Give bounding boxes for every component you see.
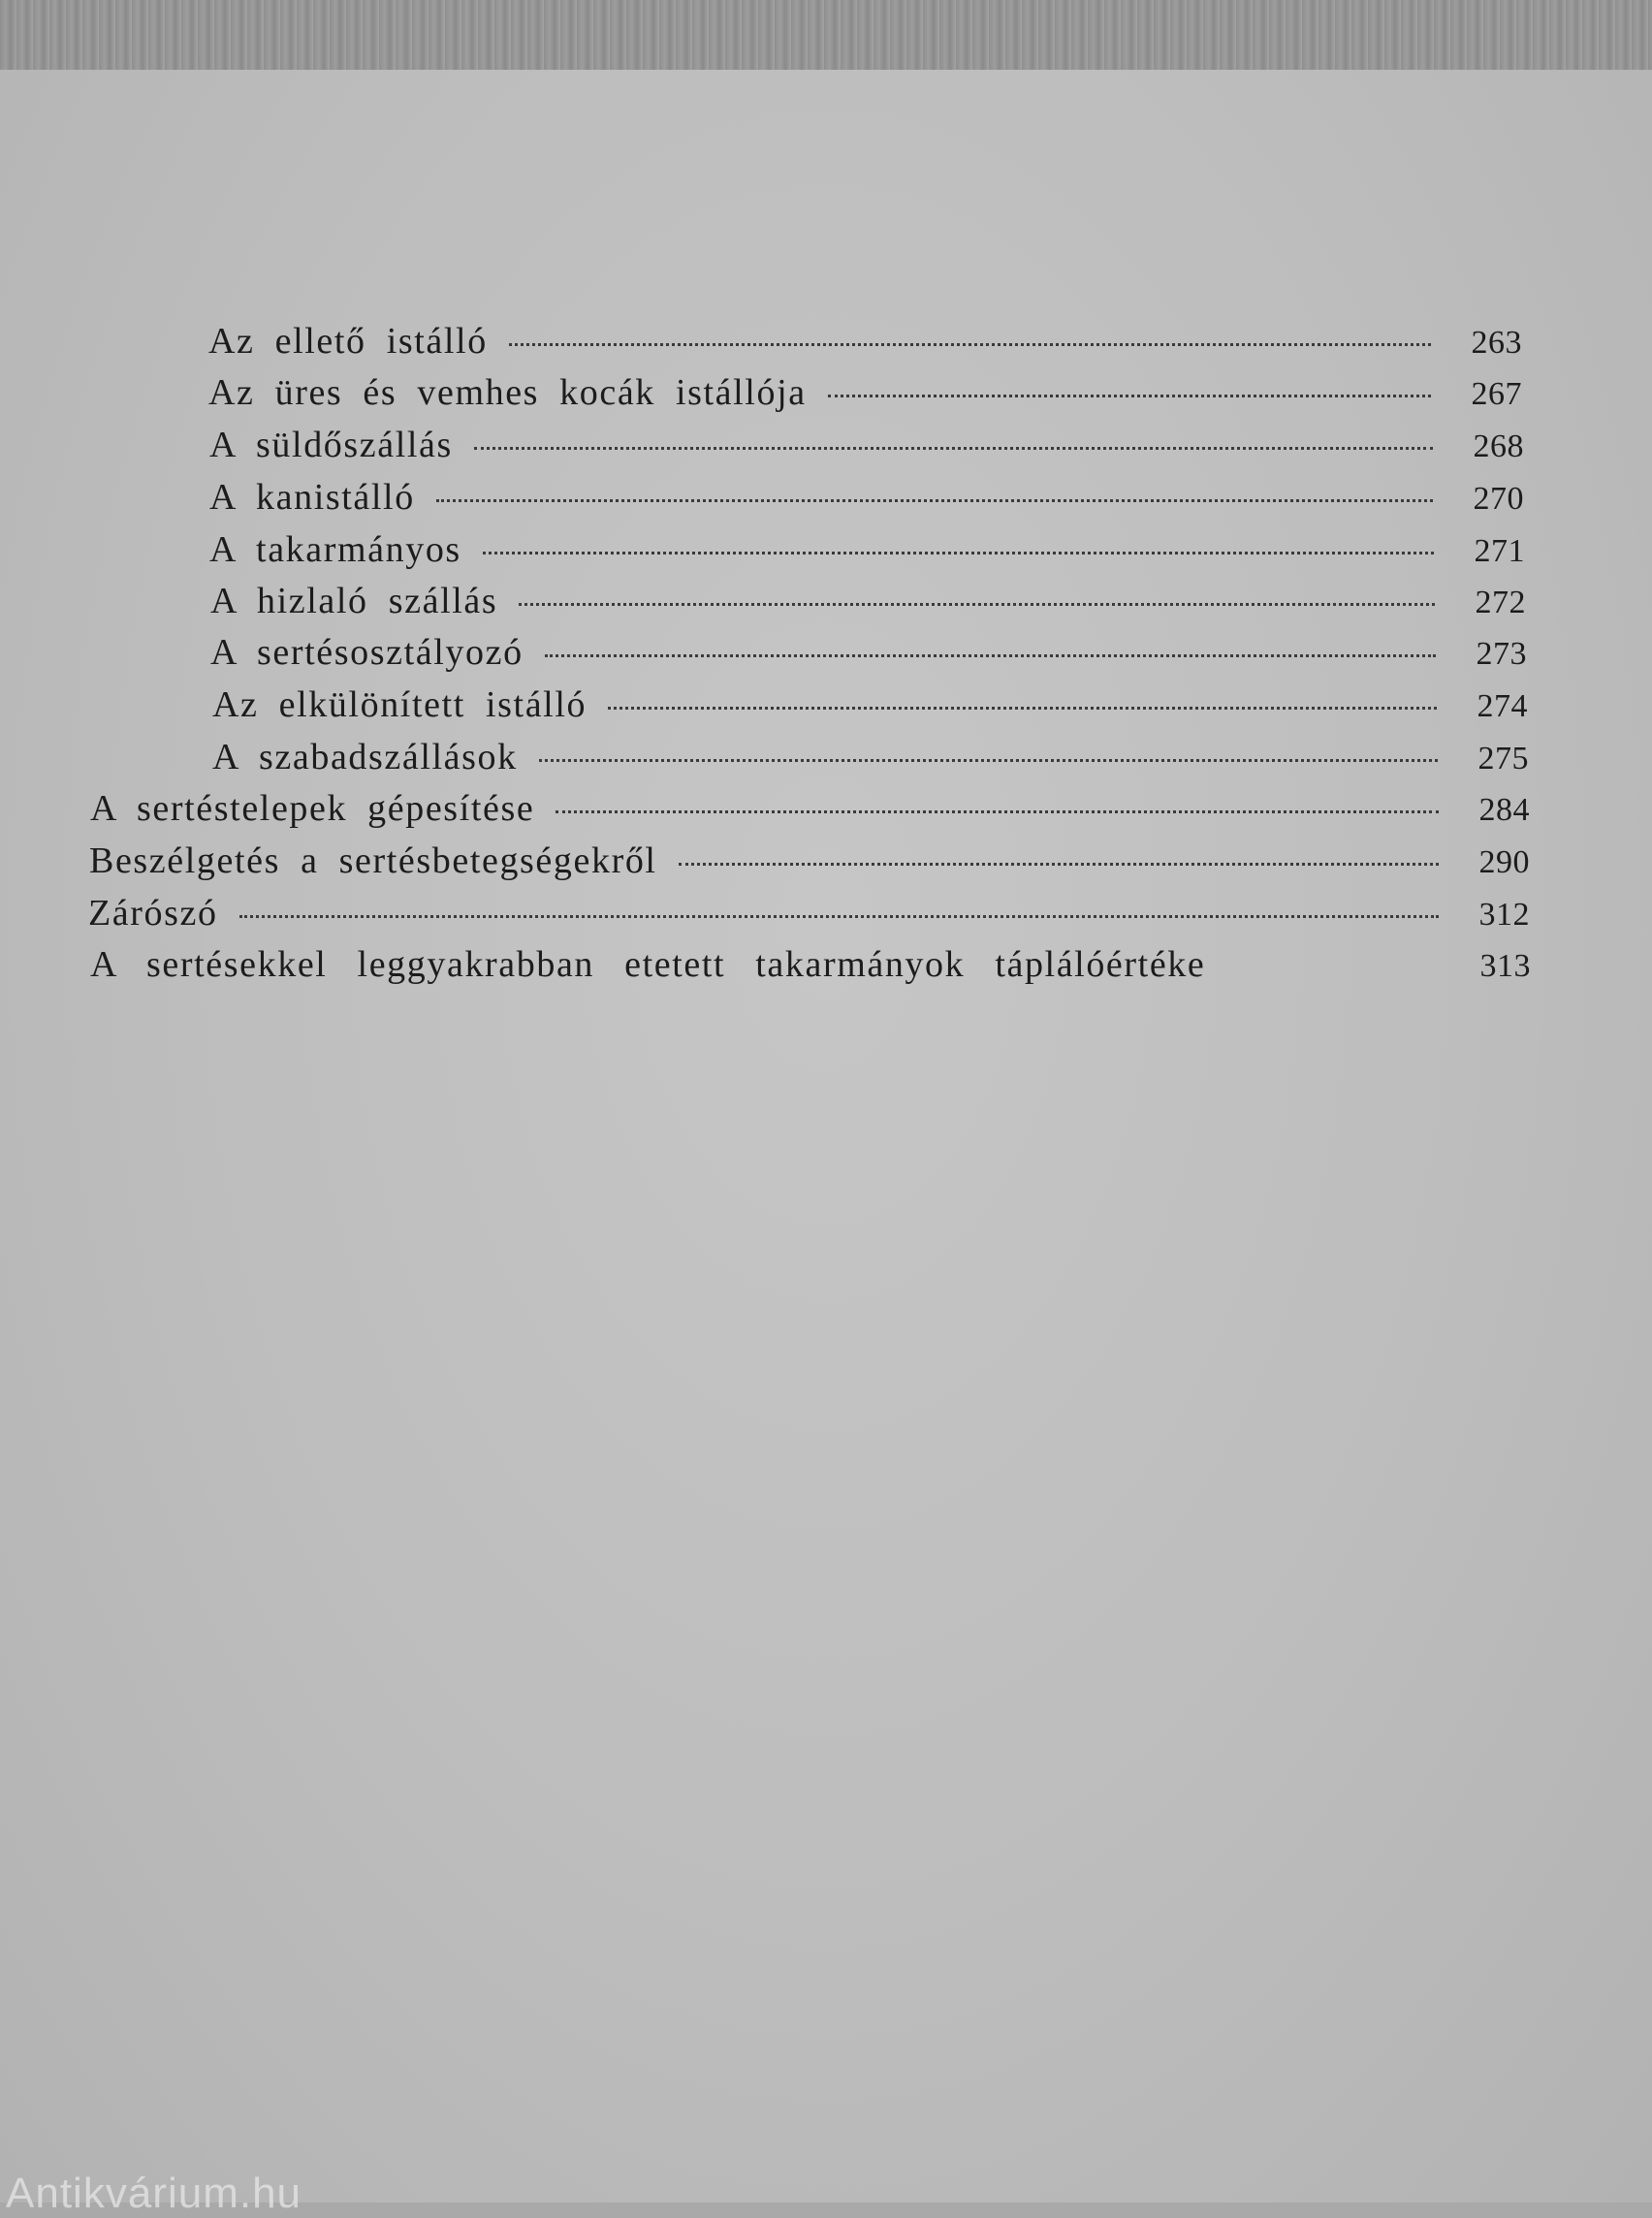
- toc-entry-title: A hizlaló szállás: [210, 581, 498, 621]
- toc-page-number: 284: [1478, 792, 1530, 828]
- toc-dot-leader: [556, 810, 1439, 813]
- toc-entry: [210, 580, 1526, 632]
- toc-entry: [208, 371, 1522, 424]
- toc-entry: [212, 736, 1529, 788]
- toc-dot-leader: [239, 915, 1439, 918]
- toc-entry: [210, 631, 1527, 683]
- toc-page-number: 263: [1471, 325, 1522, 361]
- site-watermark: Antikvárium.hu: [6, 2170, 302, 2217]
- toc-entry: [89, 840, 1530, 892]
- toc-entry: [90, 943, 1531, 996]
- toc-dot-leader: [483, 552, 1434, 554]
- toc-page-number: 272: [1475, 585, 1526, 620]
- toc-dot-leader: [679, 863, 1439, 866]
- toc-entry: [88, 892, 1530, 944]
- page-top-edge: [0, 0, 1652, 76]
- toc-page-number: 267: [1471, 376, 1522, 412]
- toc-entry-title: A sertésosztályozó: [210, 632, 524, 673]
- toc-entry: [212, 683, 1528, 736]
- toc-dot-leader: [828, 395, 1431, 397]
- toc-page-number: 273: [1476, 636, 1527, 672]
- toc-entry-title: Zárószó: [88, 893, 218, 934]
- toc-entry: [209, 528, 1525, 581]
- toc-dot-leader: [1215, 966, 1451, 969]
- toc-dot-leader: [474, 447, 1433, 450]
- toc-entry-title: Az elkülönített istálló: [212, 684, 588, 725]
- toc-page-number: 313: [1479, 948, 1531, 984]
- toc-entry: [209, 424, 1524, 476]
- toc-dot-leader: [545, 654, 1436, 657]
- toc-page-number: 275: [1477, 741, 1529, 776]
- toc-dot-leader: [519, 603, 1435, 606]
- toc-dot-leader: [608, 707, 1437, 710]
- toc-entry-title: A süldőszállás: [209, 425, 453, 465]
- toc-page-number: 312: [1478, 897, 1530, 933]
- toc-entry: [209, 476, 1524, 528]
- toc-entry-title: A takarmányos: [209, 529, 461, 570]
- toc-entry-title: Az üres és vemhes kocák istállója: [208, 372, 807, 413]
- toc-dot-leader: [539, 759, 1438, 762]
- toc-entry-title: Az ellető istálló: [208, 321, 488, 362]
- toc-page-number: 268: [1473, 428, 1524, 464]
- toc-dot-leader: [509, 343, 1431, 346]
- toc-page-number: 290: [1478, 844, 1530, 880]
- toc-entry-title: Beszélgetés a sertésbetegségekről: [89, 840, 657, 881]
- toc-entry-title: A sertéstelepek gépesítése: [90, 788, 535, 829]
- toc-entry: [90, 787, 1530, 840]
- toc-entry-title: A sertésekkel leggyakrabban etetett takarmányok táplálóértéke: [90, 944, 1206, 985]
- toc-entry-title: A szabadszállások: [212, 737, 518, 777]
- toc-page-number: 274: [1477, 688, 1528, 724]
- toc-page-number: 271: [1474, 533, 1525, 569]
- toc-dot-leader: [436, 499, 1433, 502]
- toc-entry-title: A kanistálló: [209, 477, 415, 518]
- toc-entry: [208, 320, 1522, 372]
- toc-page-number: 270: [1473, 481, 1524, 517]
